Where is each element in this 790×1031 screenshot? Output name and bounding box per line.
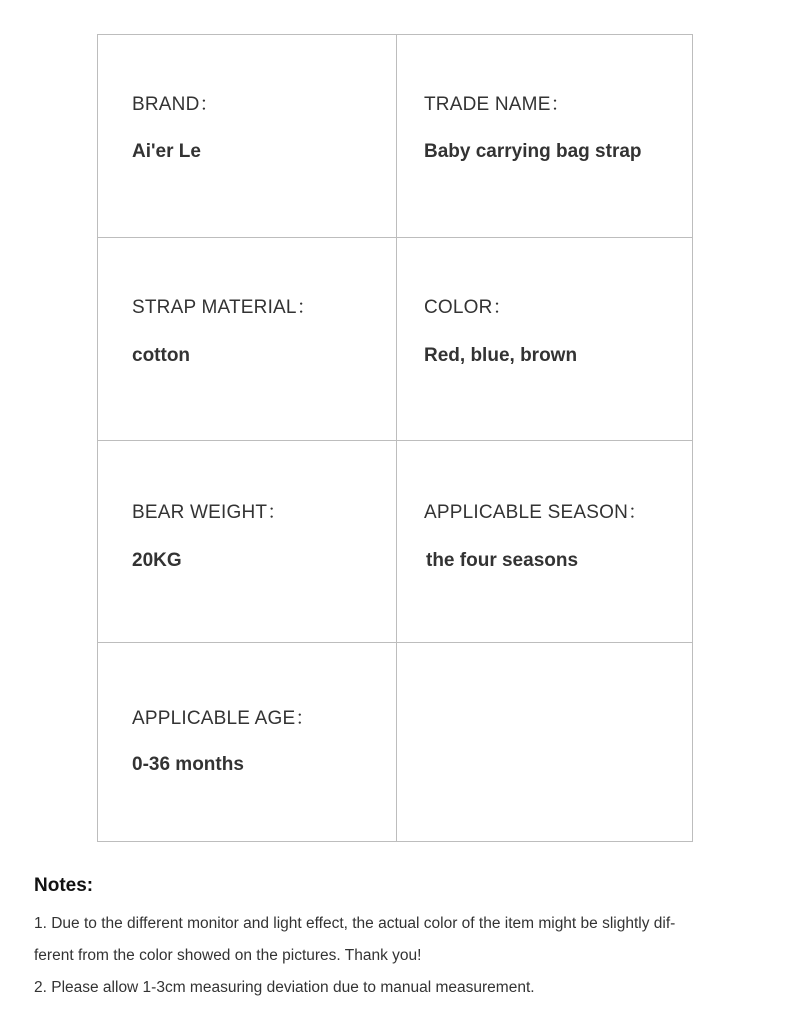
- spec-value: Baby carrying bag strap: [424, 141, 642, 162]
- notes-section: [34, 872, 774, 1004]
- note-line: ferent from the color showed on the pictures. Thank you!: [34, 947, 422, 964]
- spec-value: Red, blue, brown: [424, 345, 578, 366]
- spec-label: APPLICABLE AGE：: [132, 708, 315, 729]
- spec-label: STRAP MATERIAL：: [132, 297, 316, 318]
- spec-value: 0-36 months: [132, 754, 244, 775]
- spec-cell-applicable-age: [98, 642, 396, 841]
- note-line: 2. Please allow 1-3cm measuring deviation due to manual measurement.: [34, 979, 535, 996]
- spec-value: the four seasons: [426, 550, 579, 571]
- spec-label: APPLICABLE SEASON：: [424, 502, 648, 523]
- spec-label: TRADE NAME：: [424, 94, 570, 115]
- spec-cell-empty: [396, 642, 692, 841]
- spec-cell-bear-weight: [98, 440, 396, 642]
- spec-value: cotton: [132, 345, 191, 366]
- spec-cell-brand: [98, 35, 396, 237]
- spec-value: 20KG: [132, 550, 182, 571]
- spec-cell-strap-material: [98, 237, 396, 440]
- spec-value: Ai'er Le: [132, 141, 201, 162]
- spec-cell-color: [396, 237, 692, 440]
- notes-title: Notes:: [34, 875, 94, 896]
- spec-label: BRAND：: [132, 94, 219, 115]
- spec-cell-applicable-season: [396, 440, 692, 642]
- spec-label: BEAR WEIGHT：: [132, 502, 287, 523]
- spec-label: COLOR：: [424, 297, 512, 318]
- note-line: 1. Due to the different monitor and light effect, the actual color of the item might be slightly dif-: [34, 915, 676, 932]
- spec-cell-trade-name: [396, 35, 692, 237]
- spec-table: [97, 34, 693, 842]
